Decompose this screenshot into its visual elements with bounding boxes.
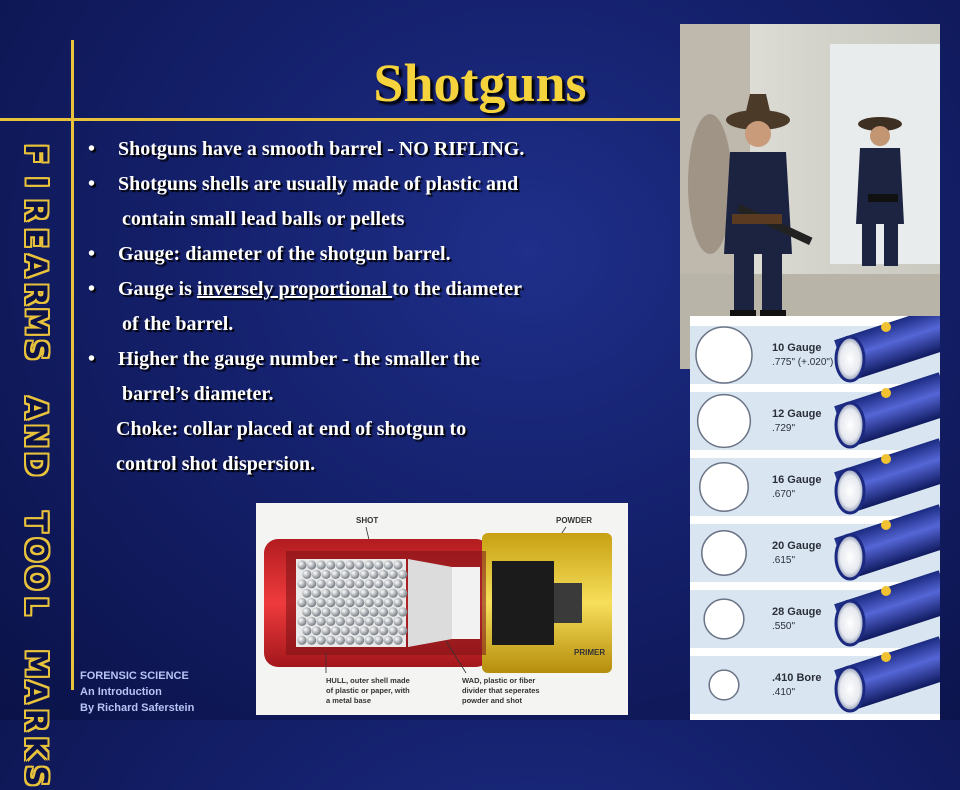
pellet xyxy=(384,636,393,645)
side-title-letter: F xyxy=(18,144,53,164)
pellet xyxy=(326,598,335,607)
pellet xyxy=(379,607,388,616)
pellet xyxy=(355,636,364,645)
wad xyxy=(408,559,452,647)
pellet xyxy=(341,570,350,579)
side-title-word xyxy=(18,508,53,620)
pellet xyxy=(297,579,306,588)
pellet xyxy=(341,607,350,616)
bullet-item xyxy=(88,346,678,381)
pellet xyxy=(398,589,407,598)
pellet xyxy=(326,636,335,645)
pellet xyxy=(302,589,311,598)
pellet xyxy=(379,626,388,635)
pellet xyxy=(384,560,393,569)
pellet xyxy=(398,607,407,616)
side-title-letter: R xyxy=(18,198,53,222)
side-title-letter: N xyxy=(19,423,53,449)
bore-size-circle xyxy=(702,531,746,575)
pellet xyxy=(374,636,383,645)
bullet-continuation: of the barrel. xyxy=(122,313,234,335)
barrel-mouth xyxy=(836,535,864,579)
pellet xyxy=(326,617,335,626)
shotgun-shell-diagram xyxy=(256,503,628,715)
bullet-item xyxy=(88,241,678,276)
pellet xyxy=(379,570,388,579)
pellet xyxy=(302,607,311,616)
pellet xyxy=(321,589,330,598)
pellet xyxy=(350,570,359,579)
gauge-size-chart xyxy=(690,316,940,720)
primer xyxy=(554,583,582,623)
pellet xyxy=(317,579,326,588)
side-title-letter: M xyxy=(18,307,53,337)
side-title-letter: O xyxy=(19,565,53,591)
choke-line: Choke: collar placed at end of shotgun to xyxy=(116,418,467,440)
pellet xyxy=(336,579,345,588)
pellet xyxy=(393,598,402,607)
pellet xyxy=(389,626,398,635)
pellet xyxy=(355,579,364,588)
gauge-diameter: .615" xyxy=(772,555,796,566)
bore-size-circle xyxy=(698,395,751,448)
pellet xyxy=(393,617,402,626)
powder-label: POWDER xyxy=(556,516,592,525)
pellet xyxy=(345,636,354,645)
front-sight-bead xyxy=(881,652,891,662)
bullet-dot: • xyxy=(88,138,96,160)
side-title-letter: A xyxy=(18,680,53,704)
pellet xyxy=(398,570,407,579)
bore-size-circle xyxy=(696,327,752,383)
vertical-section-title xyxy=(6,140,66,787)
pellet xyxy=(312,626,321,635)
pellet xyxy=(360,607,369,616)
gauge-label: 12 Gauge xyxy=(772,408,822,420)
side-title-letter: L xyxy=(18,596,53,616)
hull-label-line: a metal base xyxy=(326,696,372,705)
pellet xyxy=(365,579,374,588)
pellet xyxy=(398,626,407,635)
pellet xyxy=(374,560,383,569)
gauge-diameter: .410" xyxy=(772,687,796,698)
side-title-letter: R xyxy=(18,708,53,732)
side-title-letter: E xyxy=(18,228,53,248)
footer-line: An Introduction xyxy=(80,686,162,698)
bullet-text-after: to the diameter xyxy=(392,278,523,300)
side-title-letter: T xyxy=(18,512,53,532)
gauge-label: 20 Gauge xyxy=(772,540,822,552)
pellet xyxy=(345,617,354,626)
wad-label xyxy=(462,676,542,705)
pellet xyxy=(369,589,378,598)
pellet xyxy=(360,570,369,579)
pellet xyxy=(389,570,398,579)
barrel-mouth xyxy=(836,469,864,513)
pellet xyxy=(307,579,316,588)
hull-label-line: HULL, outer shell made xyxy=(326,676,410,685)
pellet xyxy=(355,598,364,607)
side-title-letter: M xyxy=(18,649,53,679)
pellet xyxy=(374,617,383,626)
pellet xyxy=(374,598,383,607)
pellet xyxy=(317,636,326,645)
pellet xyxy=(345,560,354,569)
pellet xyxy=(369,570,378,579)
vertical-rule xyxy=(71,40,74,690)
pellet xyxy=(336,636,345,645)
pellet xyxy=(297,598,306,607)
pellet xyxy=(317,560,326,569)
pellet xyxy=(369,626,378,635)
pellet xyxy=(317,617,326,626)
pellet xyxy=(365,598,374,607)
pellet xyxy=(331,589,340,598)
bore-size-circle xyxy=(704,599,744,639)
bullet-text: Shotguns have a smooth barrel - NO RIFLING. xyxy=(118,138,525,160)
side-title-letter: S xyxy=(18,339,53,361)
pellet xyxy=(297,636,306,645)
pellet xyxy=(350,626,359,635)
pellet xyxy=(331,626,340,635)
footer-line: By Richard Saferstein xyxy=(80,702,195,714)
horizontal-rule xyxy=(0,118,690,121)
bullet-continuation: barrel’s diameter. xyxy=(122,383,274,405)
pellet xyxy=(393,579,402,588)
side-title-letter: S xyxy=(18,765,53,787)
bullet-dot: • xyxy=(88,348,96,370)
side-title-letter: A xyxy=(18,396,53,420)
side-title-word xyxy=(18,649,53,790)
bullet-continuation: contain small lead balls or pellets xyxy=(122,208,405,230)
pellet xyxy=(360,626,369,635)
bullet-dot: • xyxy=(88,278,96,300)
underlined-term: inversely proportional xyxy=(196,278,393,300)
pellet xyxy=(297,617,306,626)
pellet xyxy=(307,598,316,607)
wad-label-line: powder and shot xyxy=(462,696,522,705)
pellet xyxy=(336,617,345,626)
barrel-mouth xyxy=(836,667,864,711)
footer-line: FORENSIC SCIENCE xyxy=(80,670,189,682)
choke-line: control shot dispersion. xyxy=(116,453,316,475)
pellet xyxy=(350,589,359,598)
pellet xyxy=(297,560,306,569)
pellet xyxy=(331,570,340,579)
wad-label-line: divider that seperates xyxy=(462,686,540,695)
pellet xyxy=(384,579,393,588)
pellet xyxy=(331,607,340,616)
barrel-mouth xyxy=(836,403,864,447)
pellet xyxy=(307,560,316,569)
pellet xyxy=(355,617,364,626)
pellet xyxy=(321,607,330,616)
pellet xyxy=(321,570,330,579)
front-sight-bead xyxy=(881,322,891,332)
front-sight-bead xyxy=(881,454,891,464)
pellet xyxy=(307,636,316,645)
hull-label xyxy=(326,676,412,705)
pellet xyxy=(365,617,374,626)
bullet-dot: • xyxy=(88,243,96,265)
pellet xyxy=(336,598,345,607)
bore-size-circle xyxy=(700,463,748,511)
pellet xyxy=(336,560,345,569)
slide-title: Shotguns xyxy=(373,53,587,113)
pellet xyxy=(321,626,330,635)
side-title-letter: A xyxy=(18,254,53,278)
barrel-mouth xyxy=(836,337,864,381)
pellet xyxy=(384,617,393,626)
lead-pellets xyxy=(297,560,407,644)
powder xyxy=(492,561,554,645)
pellet xyxy=(384,598,393,607)
bullet-item xyxy=(88,171,678,206)
pellet xyxy=(302,570,311,579)
bullet-text-before: Gauge is xyxy=(118,278,197,300)
side-title-word xyxy=(18,140,53,364)
side-title-letter: O xyxy=(19,537,53,563)
bullet-list xyxy=(88,136,678,486)
pellet xyxy=(379,589,388,598)
pellet xyxy=(302,626,311,635)
bullet-dot: • xyxy=(88,173,96,195)
pellet xyxy=(393,560,402,569)
gauge-diameter: .775" (+.020") xyxy=(772,357,834,368)
pellet xyxy=(389,607,398,616)
side-title-word xyxy=(18,394,53,478)
shot-label: SHOT xyxy=(356,516,379,525)
pellet xyxy=(326,560,335,569)
pellet xyxy=(312,589,321,598)
gauge-diameter: .670" xyxy=(772,489,796,500)
pellet xyxy=(350,607,359,616)
bullet-text: Higher the gauge number - the smaller the xyxy=(118,348,480,370)
bullet-text: Gauge: diameter of the shotgun barrel. xyxy=(118,243,451,265)
gauge-diameter: .729" xyxy=(772,423,796,434)
pellet xyxy=(345,598,354,607)
wad-label-line: WAD, plastic or fiber xyxy=(462,676,536,685)
side-title-letter: R xyxy=(18,282,53,306)
pellet xyxy=(374,579,383,588)
pellet xyxy=(369,607,378,616)
primer-label: PRIMER xyxy=(574,648,606,657)
side-title-letter: I xyxy=(18,176,53,188)
pellet xyxy=(355,560,364,569)
pellet xyxy=(312,607,321,616)
pellet xyxy=(365,560,374,569)
pellet xyxy=(341,626,350,635)
pellet xyxy=(312,570,321,579)
gauge-label: 10 Gauge xyxy=(772,342,822,354)
gauge-diameter: .550" xyxy=(772,621,796,632)
front-sight-bead xyxy=(881,586,891,596)
side-title-letter: D xyxy=(18,451,53,477)
pellet xyxy=(365,636,374,645)
pellet xyxy=(345,579,354,588)
pellet xyxy=(389,589,398,598)
bullet-text: Shotguns shells are usually made of plastic and xyxy=(118,173,519,195)
bullet-item xyxy=(88,276,678,311)
pellet xyxy=(307,617,316,626)
gauge-label: .410 Bore xyxy=(772,672,822,684)
hull-label-line: of plastic or paper, with xyxy=(326,686,410,695)
pellet xyxy=(317,598,326,607)
footer-credit xyxy=(80,668,194,716)
pellet xyxy=(393,636,402,645)
barrel-mouth xyxy=(836,601,864,645)
front-sight-bead xyxy=(881,388,891,398)
side-title-letter: K xyxy=(18,736,53,760)
pellet xyxy=(360,589,369,598)
bore-size-circle xyxy=(709,670,739,700)
gauge-label: 28 Gauge xyxy=(772,606,822,618)
pellet xyxy=(326,579,335,588)
front-sight-bead xyxy=(881,520,891,530)
pellet xyxy=(341,589,350,598)
gauge-label: 16 Gauge xyxy=(772,474,822,486)
bullet-item xyxy=(88,136,678,171)
